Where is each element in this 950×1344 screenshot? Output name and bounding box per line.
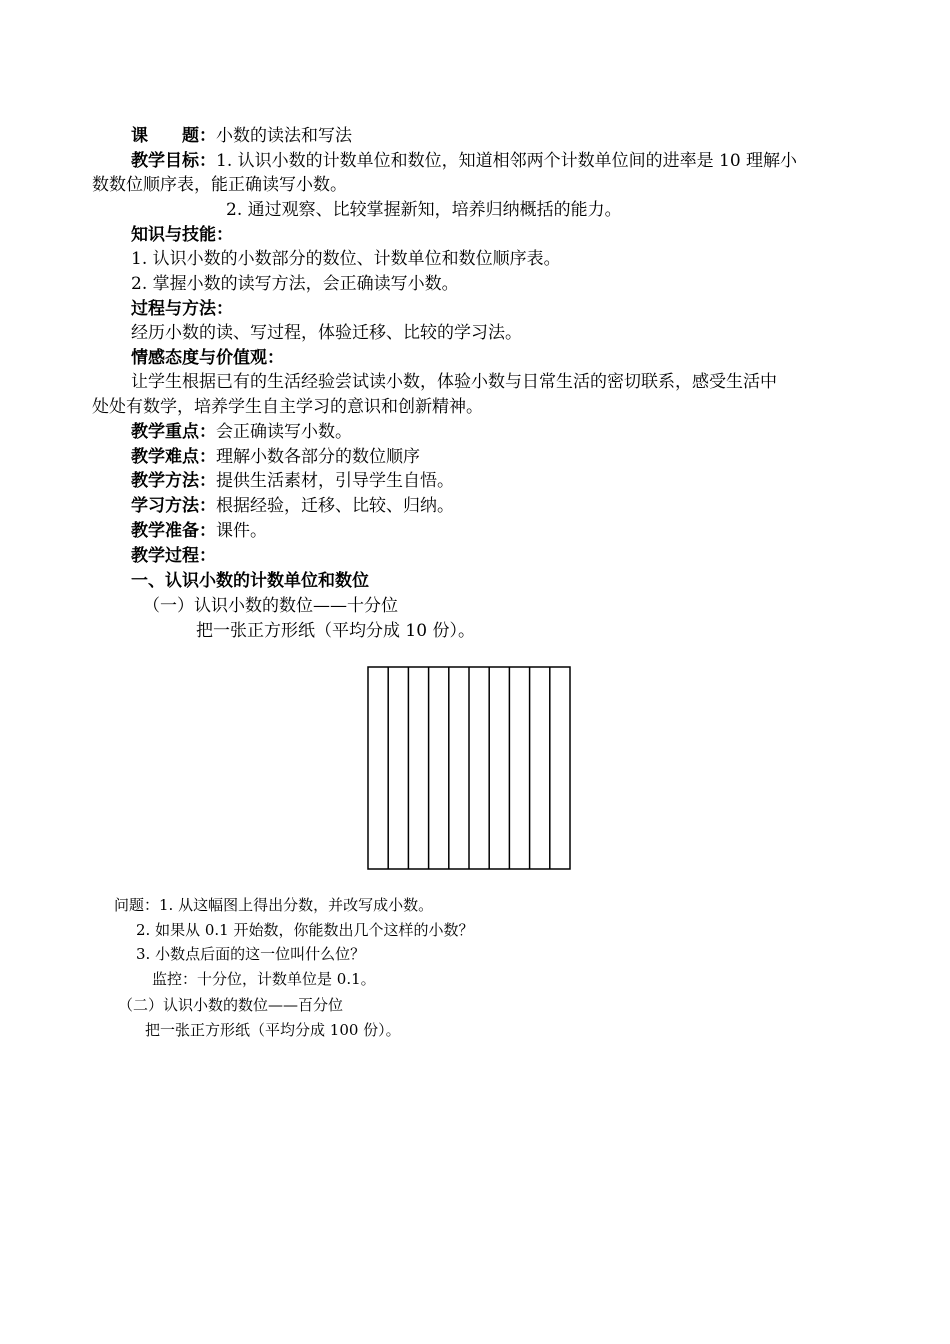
objectives-line <box>131 149 797 173</box>
question-2: 2. 如果从 0.1 开始数，你能数出几个这样的小数？ <box>136 921 474 939</box>
learning-value: 根据经验，迁移、比较、归纳。 <box>216 496 454 516</box>
monitor-note: 监控：十分位，计数单位是 0.1。 <box>152 970 376 988</box>
subsection-1-text: 把一张正方形纸（平均分成 10 份）。 <box>196 621 475 641</box>
process-heading: 过程与方法： <box>131 299 233 319</box>
title-value: 小数的读法和写法 <box>216 126 352 146</box>
process-label: 教学过程： <box>131 546 216 566</box>
emotion-text-b: 处处有数学，培养学生自主学习的意识和创新精神。 <box>92 397 483 417</box>
question-3: 3. 小数点后面的这一位叫什么位？ <box>136 945 366 963</box>
title-line <box>131 124 352 148</box>
objective-1-a: 1. 认识小数的计数单位和数位，知道相邻两个计数单位间的进率是 10 理解小 <box>216 151 798 171</box>
method-value: 提供生活素材，引导学生自悟。 <box>216 471 454 491</box>
key-line <box>131 420 352 444</box>
process-text: 经历小数的读、写过程，体验迁移、比较的学习法。 <box>131 323 522 343</box>
subsection-1-heading: （一）认识小数的数位——十分位 <box>143 596 398 616</box>
key-value: 会正确读写小数。 <box>216 422 352 442</box>
knowledge-heading: 知识与技能： <box>131 225 233 245</box>
objective-1-b: 数数位顺序表，能正确读写小数。 <box>92 175 347 195</box>
learning-line <box>131 494 454 518</box>
difficulty-label: 教学难点： <box>131 447 216 467</box>
prep-value: 课件。 <box>216 521 267 541</box>
section-1-heading: 一、认识小数的计数单位和数位 <box>131 571 369 591</box>
emotion-heading: 情感态度与价值观： <box>131 348 284 368</box>
prep-line <box>131 519 267 543</box>
knowledge-2: 2. 掌握小数的读写方法，会正确读写小数。 <box>131 274 459 294</box>
emotion-text-a: 让学生根据已有的生活经验尝试读小数，体验小数与日常生活的密切联系，感受生活中 <box>131 372 777 392</box>
difficulty-line <box>131 445 420 469</box>
difficulty-value: 理解小数各部分的数位顺序 <box>216 447 420 467</box>
tenths-square-figure <box>367 666 571 870</box>
key-label: 教学重点： <box>131 422 216 442</box>
objectives-label: 教学目标： <box>131 151 216 171</box>
method-line <box>131 469 454 493</box>
learning-label: 学习方法： <box>131 496 216 516</box>
objective-2: 2. 通过观察、比较掌握新知，培养归纳概括的能力。 <box>226 200 622 220</box>
knowledge-1: 1. 认识小数的小数部分的数位、计数单位和数位顺序表。 <box>131 249 561 269</box>
subsection-2-heading: （二）认识小数的数位——百分位 <box>118 996 344 1014</box>
title-label: 课 题： <box>131 126 216 146</box>
prep-label: 教学准备： <box>131 521 216 541</box>
question-1: 问题：1. 从这幅图上得出分数，并改写成小数。 <box>114 896 434 914</box>
subsection-2-text: 把一张正方形纸（平均分成 100 份）。 <box>145 1021 401 1039</box>
method-label: 教学方法： <box>131 471 216 491</box>
